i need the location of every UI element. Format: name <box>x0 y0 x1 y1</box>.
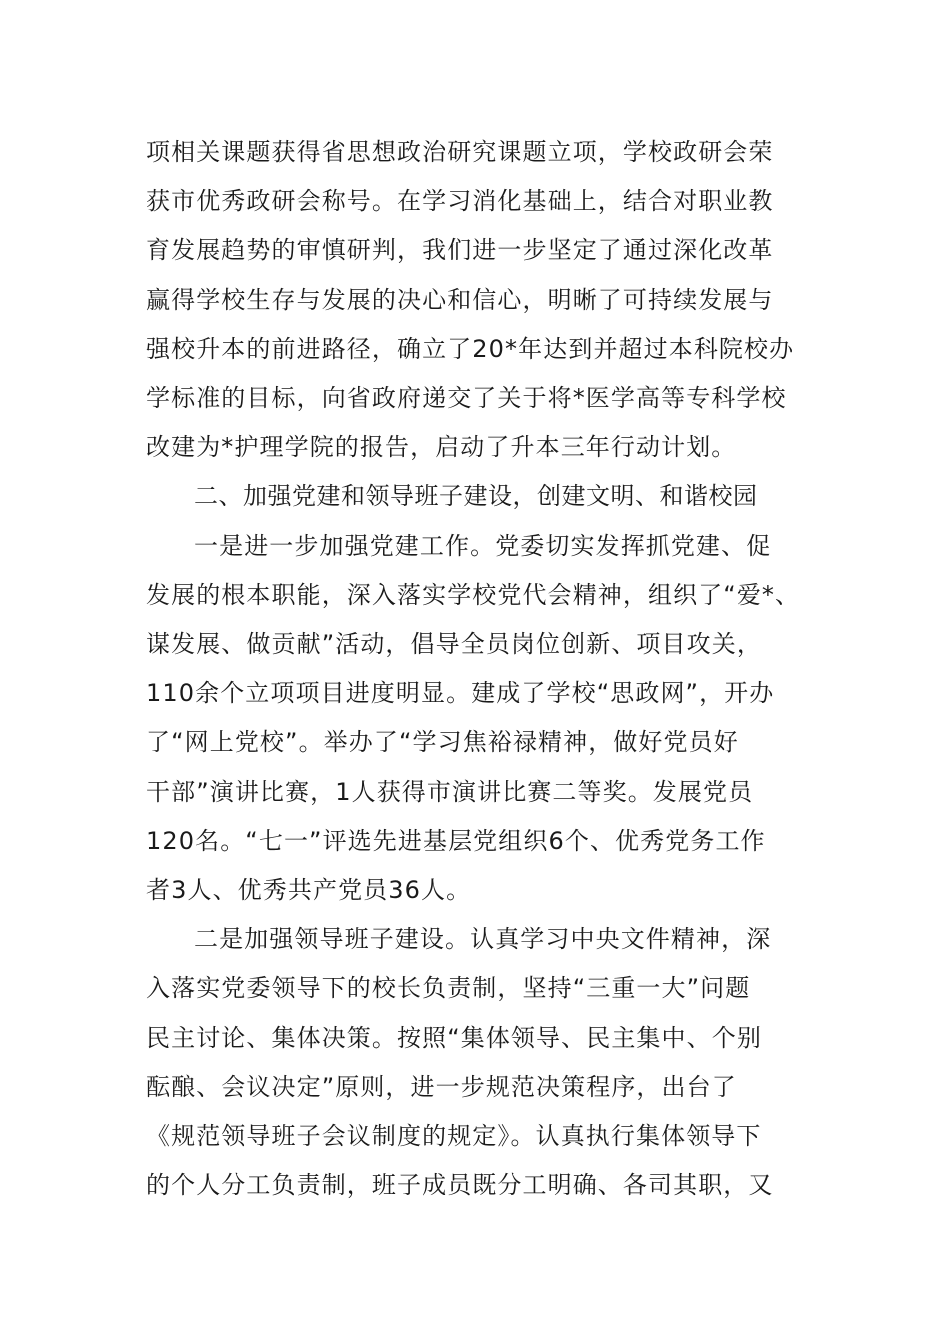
text-line: 110余个立项项目进度明显。建成了学校“思政网”，开办 <box>146 679 775 708</box>
text-line: 了“网上党校”。举办了“学习焦裕禄精神，做好党员好 <box>146 728 739 757</box>
text-line: 谋发展、做贡献”活动，倡导全员岗位创新、项目攻关， <box>146 630 762 659</box>
text-line: 120名。“七一”评选先进基层党组织6个、优秀党务工作 <box>146 826 766 855</box>
text-line: 获市优秀政研会称号。在学习消化基础上，结合对职业教 <box>146 187 774 216</box>
text-line: 入落实党委领导下的校长负责制，坚持“三重一大”问题 <box>146 974 751 1003</box>
text-line: 育发展趋势的审慎研判，我们进一步坚定了通过深化改革 <box>146 236 774 265</box>
text-line: 《规范领导班子会议制度的规定》。认真执行集体领导下 <box>146 1122 762 1151</box>
section-heading: 二、加强党建和领导班子建设，创建文明、和谐校园 <box>194 482 758 511</box>
text-line: 一是进一步加强党建工作。党委切实发挥抓党建、促 <box>194 531 772 560</box>
document-body <box>146 128 806 1210</box>
text-line: 酝酿、会议决定”原则，进一步规范决策程序，出台了 <box>146 1072 737 1101</box>
paragraph-research-achievements <box>146 128 806 472</box>
text-line: 赢得学校生存与发展的决心和信心，明晰了可持续发展与 <box>146 285 774 314</box>
text-line: 二是加强领导班子建设。认真学习中央文件精神，深 <box>194 925 772 954</box>
text-line: 民主讨论、集体决策。按照“集体领导、民主集中、个别 <box>146 1023 762 1052</box>
text-line: 者3人、优秀共产党员36人。 <box>146 876 472 905</box>
text-line: 项相关课题获得省思想政治研究课题立项，学校政研会荣 <box>146 138 774 166</box>
text-line: 学标准的目标，向省政府递交了关于将*医学高等专科学校 <box>146 384 787 413</box>
text-line: 干部”演讲比赛，1人获得市演讲比赛二等奖。发展党员 <box>146 777 754 806</box>
text-line: 改建为*护理学院的报告，启动了升本三年行动计划。 <box>146 433 737 462</box>
text-line: 强校升本的前进路径，确立了20*年达到并超过本科院校办 <box>146 334 795 363</box>
text-line: 的个人分工负责制，班子成员既分工明确、各司其职，又 <box>146 1171 774 1200</box>
paragraph-party-building <box>146 522 806 916</box>
paragraph-leadership <box>146 915 806 1210</box>
text-line: 发展的根本职能，深入落实学校党代会精神，组织了“爱*、 <box>146 580 801 609</box>
